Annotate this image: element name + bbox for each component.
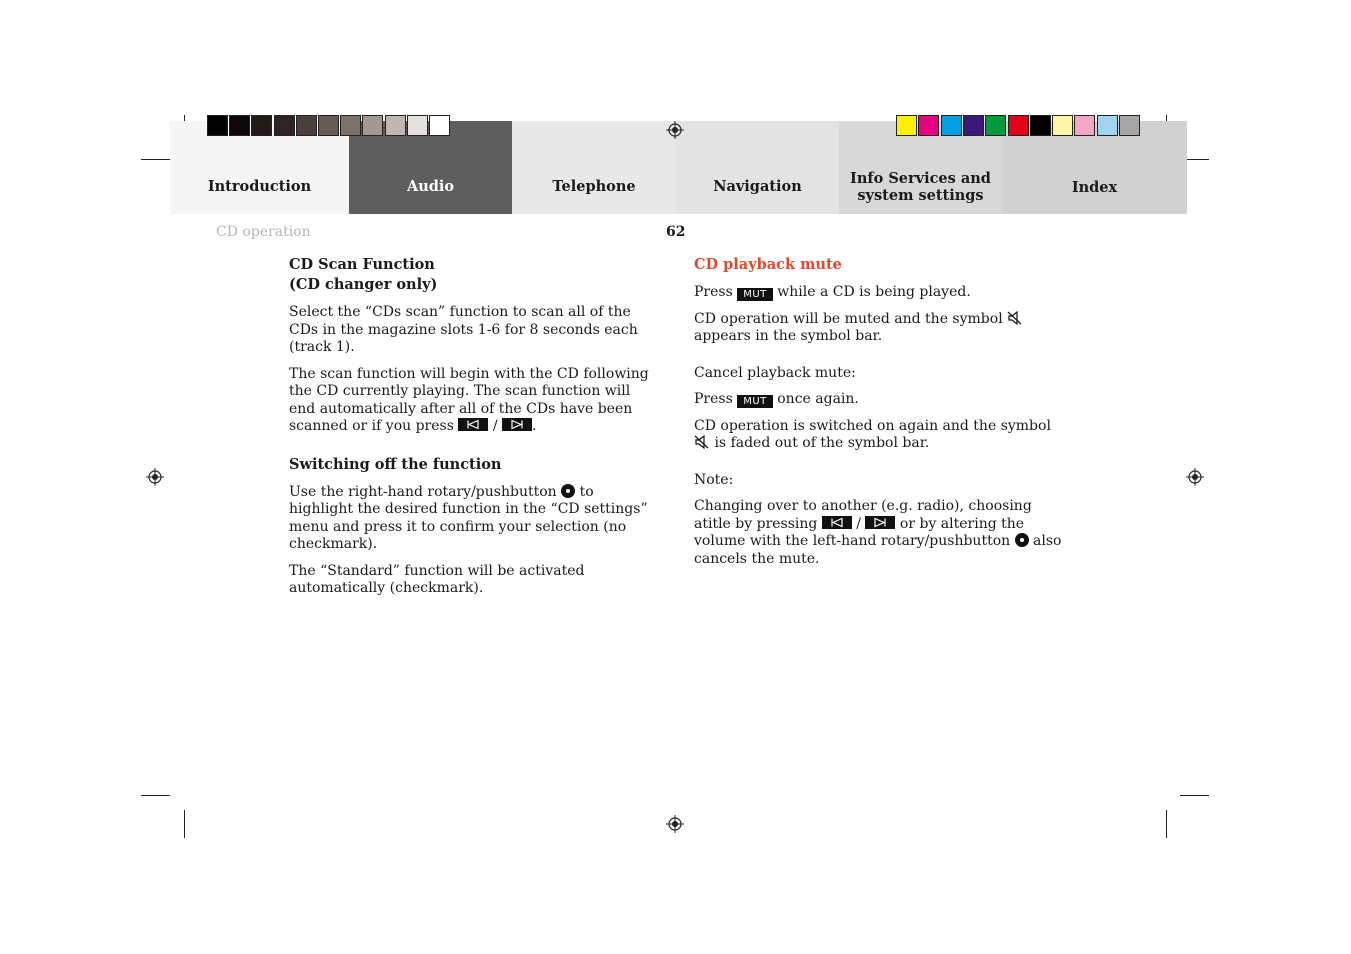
tab-telephone[interactable] xyxy=(512,121,676,214)
paragraph xyxy=(694,498,1064,568)
text: appears in the symbol bar. xyxy=(694,328,883,344)
color-swatch xyxy=(963,115,984,136)
registration-mark-icon xyxy=(146,468,164,486)
color-swatch xyxy=(1030,115,1051,136)
text: CD operation is switched on again and the symbol xyxy=(694,417,1051,434)
next-track-key-icon xyxy=(865,516,895,529)
next-track-key-icon xyxy=(502,418,532,431)
gray-swatch xyxy=(229,115,250,136)
paragraph: Select the “CDs scan” function to scan all of the CDs in the magazine slots 1-6 for 8 seconds each (track 1). xyxy=(289,304,638,355)
crop-mark xyxy=(141,159,170,160)
heading-cd-changer: (CD changer only) xyxy=(289,276,438,293)
rotary-pushbutton-icon xyxy=(1015,533,1029,547)
text: The scan function will begin with the CD following the CD currently playing. The scan function will end automatically after all of the CDs have been scanned or if you press xyxy=(289,365,649,434)
heading-cd-playback-mute: CD playback mute xyxy=(694,256,842,273)
heading-switching-off: Switching off the function xyxy=(289,455,502,473)
gray-swatch xyxy=(385,115,406,136)
gray-swatch xyxy=(340,115,361,136)
gray-swatch xyxy=(362,115,383,136)
color-swatch xyxy=(1074,115,1095,136)
right-column xyxy=(694,255,1064,577)
color-swatch xyxy=(985,115,1006,136)
color-swatch xyxy=(1008,115,1029,136)
text: once again. xyxy=(777,391,859,407)
color-swatch xyxy=(1097,115,1118,136)
paragraph xyxy=(694,391,1064,409)
crop-mark xyxy=(1180,795,1209,796)
tab-label: Audio xyxy=(406,178,455,195)
prev-track-key-icon xyxy=(822,516,852,529)
registration-mark-icon xyxy=(666,121,684,139)
paragraph: Cancel playback mute: xyxy=(694,364,856,381)
color-swatch xyxy=(941,115,962,136)
separator: / xyxy=(492,418,498,434)
tab-label: Telephone xyxy=(552,178,636,195)
prev-track-key-icon xyxy=(458,418,488,431)
text: Press xyxy=(694,284,733,300)
gray-swatch xyxy=(429,115,450,136)
text: while a CD is being played. xyxy=(777,284,971,300)
paragraph xyxy=(694,418,1064,453)
text: or by altering the volume with the left-hand rotary/pushbutton xyxy=(694,515,1025,549)
text: also cancels the mute. xyxy=(694,533,1062,567)
paragraph xyxy=(694,311,1064,346)
paragraph xyxy=(694,284,1064,302)
text: is faded out of the symbol bar. xyxy=(714,435,930,451)
gray-swatch xyxy=(407,115,428,136)
crop-mark xyxy=(1166,810,1167,838)
tab-label: Index xyxy=(1071,179,1118,196)
tab-navigation[interactable] xyxy=(676,121,839,214)
page-number: 62 xyxy=(666,224,686,240)
color-swatch xyxy=(896,115,917,136)
color-swatch xyxy=(1119,115,1140,136)
text: CD operation will be muted and the symbol xyxy=(694,310,1003,327)
color-swatch xyxy=(918,115,939,136)
color-swatch xyxy=(1052,115,1073,136)
text: to highlight the desired function in the “CD settings” menu and press it to confirm your selection (no checkmark). xyxy=(289,483,648,552)
rotary-pushbutton-icon xyxy=(561,484,575,498)
text: . xyxy=(531,418,537,434)
text: Changing over to another (e.g. radio), choosing atitle by pressing xyxy=(694,498,1032,532)
gray-swatch xyxy=(251,115,272,136)
left-column xyxy=(289,255,659,607)
mute-key-icon: MUT xyxy=(737,395,773,408)
paragraph: The “Standard” function will be activated automatically (checkmark). xyxy=(289,562,585,596)
registration-mark-icon xyxy=(1186,468,1204,486)
tab-label: Navigation xyxy=(713,178,802,195)
speaker-muted-icon xyxy=(694,435,710,449)
paragraph xyxy=(289,484,659,554)
crop-mark xyxy=(184,810,185,838)
heading-cd-scan: CD Scan Function xyxy=(289,256,435,273)
section-label: CD operation xyxy=(216,224,311,240)
gray-swatch xyxy=(318,115,339,136)
tab-label: Info Services and system settings xyxy=(850,170,991,204)
gray-swatch xyxy=(274,115,295,136)
paragraph xyxy=(289,366,659,436)
crop-mark xyxy=(141,795,170,796)
tab-label: Introduction xyxy=(207,178,312,195)
text: Use the right-hand rotary/pushbutton xyxy=(289,483,557,500)
separator: / xyxy=(856,515,861,532)
text: Press xyxy=(694,391,733,407)
registration-mark-icon xyxy=(666,815,684,833)
mute-key-icon: MUT xyxy=(737,288,773,301)
speaker-muted-icon xyxy=(1007,311,1023,325)
gray-swatch xyxy=(296,115,317,136)
gray-swatch xyxy=(207,115,228,136)
note-label: Note: xyxy=(694,471,734,488)
